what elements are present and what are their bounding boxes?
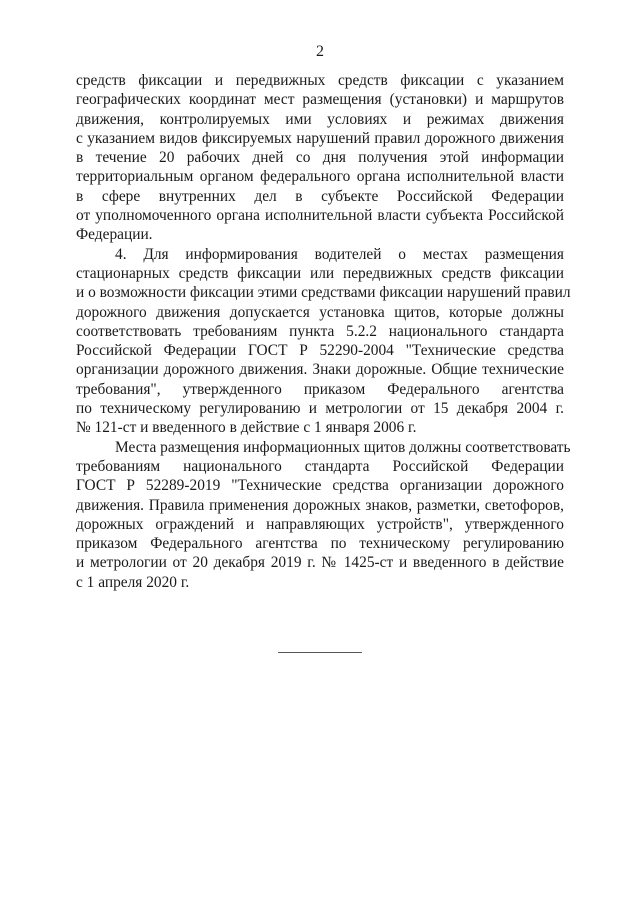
text-line: средств фиксации и передвижных средств фиксации с указанием (76, 72, 564, 89)
text-line: Российской Федерации ГОСТ Р 52290-2004 "Технические средства (76, 342, 564, 360)
text-line: в сфере внутренних дел в субъекте Российской Федерации (76, 187, 564, 205)
paragraph-placement (76, 438, 571, 592)
text-line: и метрологии от 20 декабря 2019 г. № 1425-ст и введенного в действие (76, 554, 564, 572)
page-number: 2 (316, 43, 324, 60)
text-line: с указанием видов фиксируемых нарушений правил дорожного движения (76, 129, 564, 147)
text-line: дорожного движения допускается установка щитов, которые должны (76, 303, 564, 321)
text-line: и о возможности фиксации этими средствами фиксации нарушений правил (76, 284, 571, 302)
text-line: от уполномоченного органа исполнительной власти субъекта Российской (76, 207, 564, 225)
paragraph-item-4 (76, 245, 571, 438)
text-line: организации дорожного движения. Знаки дорожные. Общие технические (76, 361, 564, 379)
text-line: с 1 апреля 2020 г. (76, 573, 190, 591)
text-line: движения, контролируемых ими условиях и режимах движения (76, 110, 564, 128)
text-line: территориальным органом федерального органа исполнительной власти (76, 168, 564, 186)
text-line: 4. Для информирования водителей о местах размещения (115, 245, 564, 263)
text-line: дорожных ограждений и направляющих устройств", утвержденного (76, 515, 564, 533)
text-line: ГОСТ Р 52289-2019 "Технические средства организации дорожного (76, 477, 564, 495)
text-line: стационарных средств фиксации или передвижных средств фиксации (76, 264, 564, 282)
text-line: приказом Федерального агентства по техническому регулированию (76, 535, 564, 553)
text-line: Места размещения информационных щитов должны соответствовать (115, 438, 571, 456)
text-line: соответствовать требованиям пункта 5.2.2 национального стандарта (76, 322, 564, 340)
text-line: № 121-ст и введенного в действие с 1 января 2006 г. (76, 419, 417, 437)
document-body (76, 71, 571, 592)
text-line: географических координат мест размещения (установки) и маршрутов (76, 91, 564, 109)
paragraph-continuation (76, 71, 564, 245)
text-line: Федерации. (76, 226, 153, 244)
text-line: в течение 20 рабочих дней со дня получения этой информации (76, 149, 564, 167)
text-line: требованиям национального стандарта Российской Федерации (76, 457, 564, 475)
text-line: требования", утвержденного приказом Федерального агентства (76, 380, 564, 398)
end-separator (278, 652, 362, 653)
text-line: движения. Правила применения дорожных знаков, разметки, светофоров, (76, 496, 564, 514)
text-line: по техническому регулированию и метрологии от 15 декабря 2004 г. (76, 400, 564, 418)
